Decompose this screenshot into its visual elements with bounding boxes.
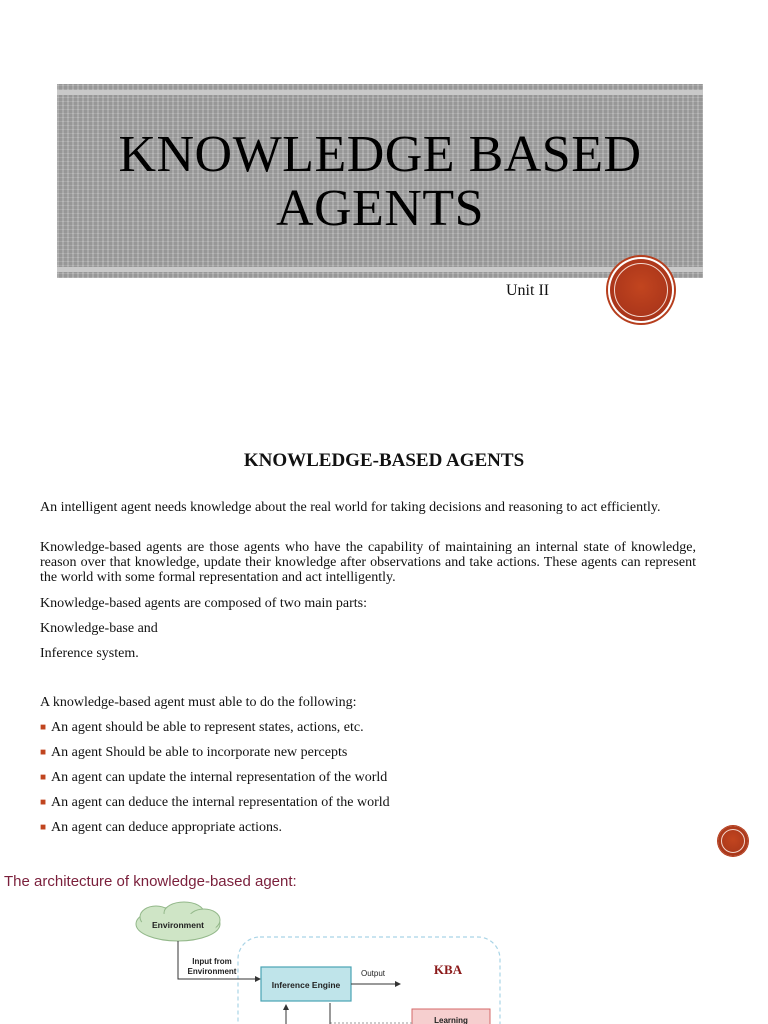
architecture-heading: The architecture of knowledge-based agent:: [4, 873, 297, 890]
paragraph: An intelligent agent needs knowledge about the real world for taking decisions and reasoning to act efficiently.: [40, 500, 661, 515]
list-item: ■ An agent can deduce the internal representation of the world: [40, 795, 390, 810]
environment-label: Environment: [152, 920, 204, 930]
list-item: ■ An agent Should be able to incorporate new percepts: [40, 745, 348, 760]
learning-label: Learning: [434, 1016, 468, 1024]
list-item: ■ An agent can update the internal representation of the world: [40, 770, 388, 785]
decorative-circle-icon: [718, 826, 748, 856]
paragraph: Inference system.: [40, 646, 139, 661]
list-item: ■ An agent should be able to represent states, actions, etc.: [40, 720, 364, 735]
bullet-icon: ■: [40, 722, 47, 733]
capability-list: [40, 720, 390, 845]
architecture-diagram: [120, 895, 510, 1024]
bullet-icon: ■: [40, 797, 47, 808]
bullet-icon: ■: [40, 822, 47, 833]
paragraph: Knowledge-base and: [40, 621, 158, 636]
slide-subtitle: Unit II: [506, 282, 550, 299]
slide-title: KNOWLEDGE BASED AGENTS: [118, 126, 642, 237]
output-label: Output: [360, 969, 386, 978]
input-label-line1: Input from: [192, 957, 232, 966]
bullet-icon: ■: [40, 747, 47, 758]
input-label-line2: Environment: [187, 967, 237, 976]
paragraph: Knowledge-based agents are composed of two main parts:: [40, 596, 367, 611]
paragraph: Knowledge-based agents are those agents who have the capability of maintaining an internal state of knowledge, reason over that knowledge, update their knowledge after observations and take actions. These agents can represent the world with some formal representation and act intelligently.: [40, 540, 696, 585]
section-heading: KNOWLEDGE-BASED AGENTS: [243, 450, 525, 471]
paragraph: A knowledge-based agent must able to do the following:: [40, 695, 357, 710]
bullet-icon: ■: [40, 772, 47, 783]
inference-engine-label: Inference Engine: [271, 980, 341, 990]
kba-label: KBA: [433, 962, 463, 977]
list-item: ■ An agent can deduce appropriate actions.: [40, 820, 282, 835]
decorative-circle-icon: [608, 257, 674, 323]
